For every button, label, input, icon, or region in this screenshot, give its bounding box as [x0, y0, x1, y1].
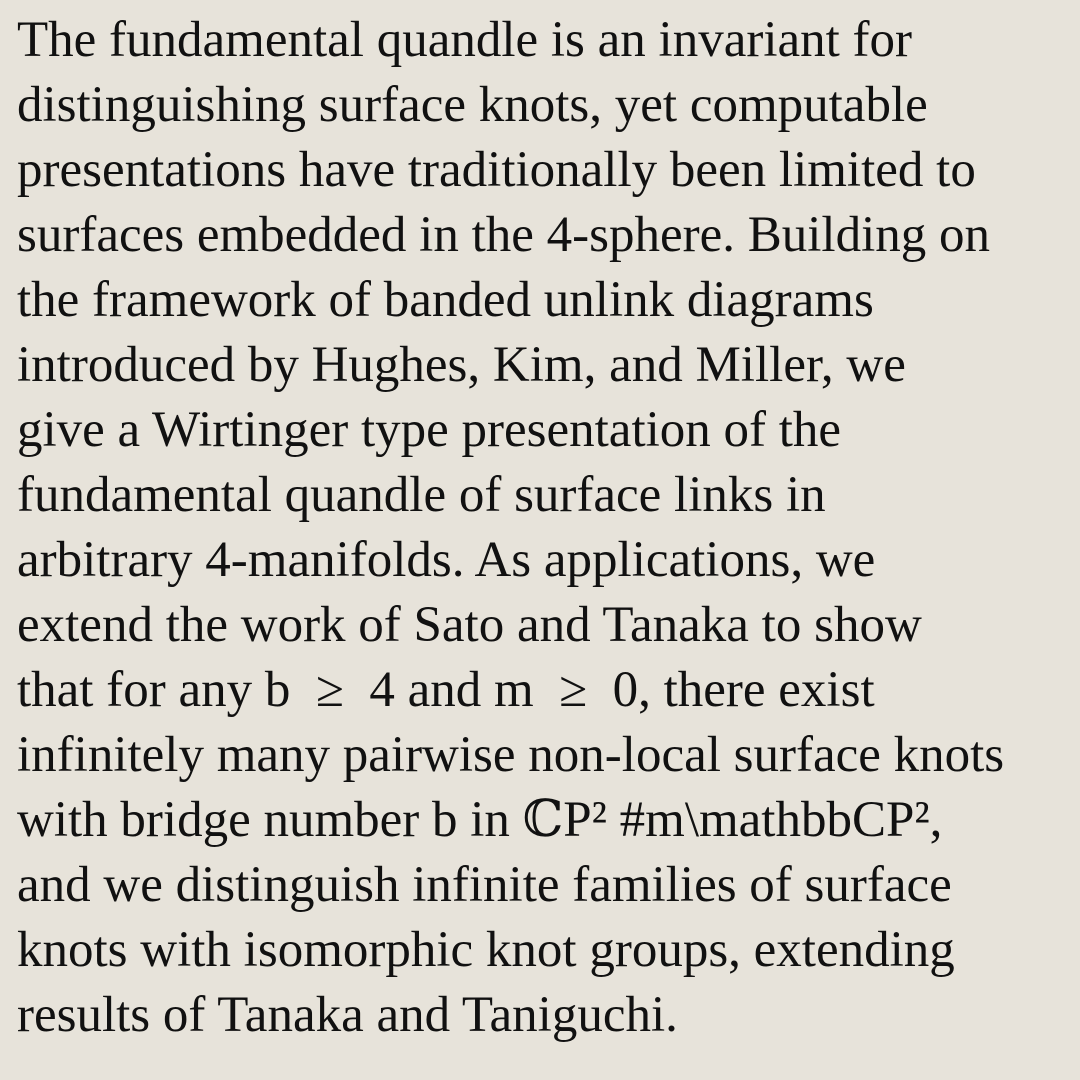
- text-line: give a Wirtinger type presentation of the: [17, 402, 842, 458]
- text-line: arbitrary 4-manifolds. As applications, we: [17, 532, 876, 588]
- text-line: surfaces embedded in the 4-sphere. Building on: [17, 207, 990, 263]
- text-line: the framework of banded unlink diagrams: [17, 272, 874, 328]
- text-line: distinguishing surface knots, yet computable: [17, 77, 928, 133]
- text-line: with bridge number b in ℂP² #m\mathbbCP²,: [17, 792, 943, 848]
- text-line: infinitely many pairwise non-local surface knots: [17, 727, 1005, 783]
- text-line: that for any b ≥ 4 and m ≥ 0, there exist: [17, 662, 875, 718]
- text-line: presentations have traditionally been limited to: [17, 142, 976, 198]
- text-line: and we distinguish infinite families of surface: [17, 857, 952, 913]
- abstract-text: [17, 8, 1077, 1048]
- text-line: introduced by Hughes, Kim, and Miller, we: [17, 337, 906, 393]
- text-line: knots with isomorphic knot groups, extending: [17, 922, 955, 978]
- text-line: fundamental quandle of surface links in: [17, 467, 826, 523]
- text-line: The fundamental quandle is an invariant for: [17, 12, 913, 68]
- text-line: results of Tanaka and Taniguchi.: [17, 987, 678, 1043]
- text-line: extend the work of Sato and Tanaka to show: [17, 597, 922, 653]
